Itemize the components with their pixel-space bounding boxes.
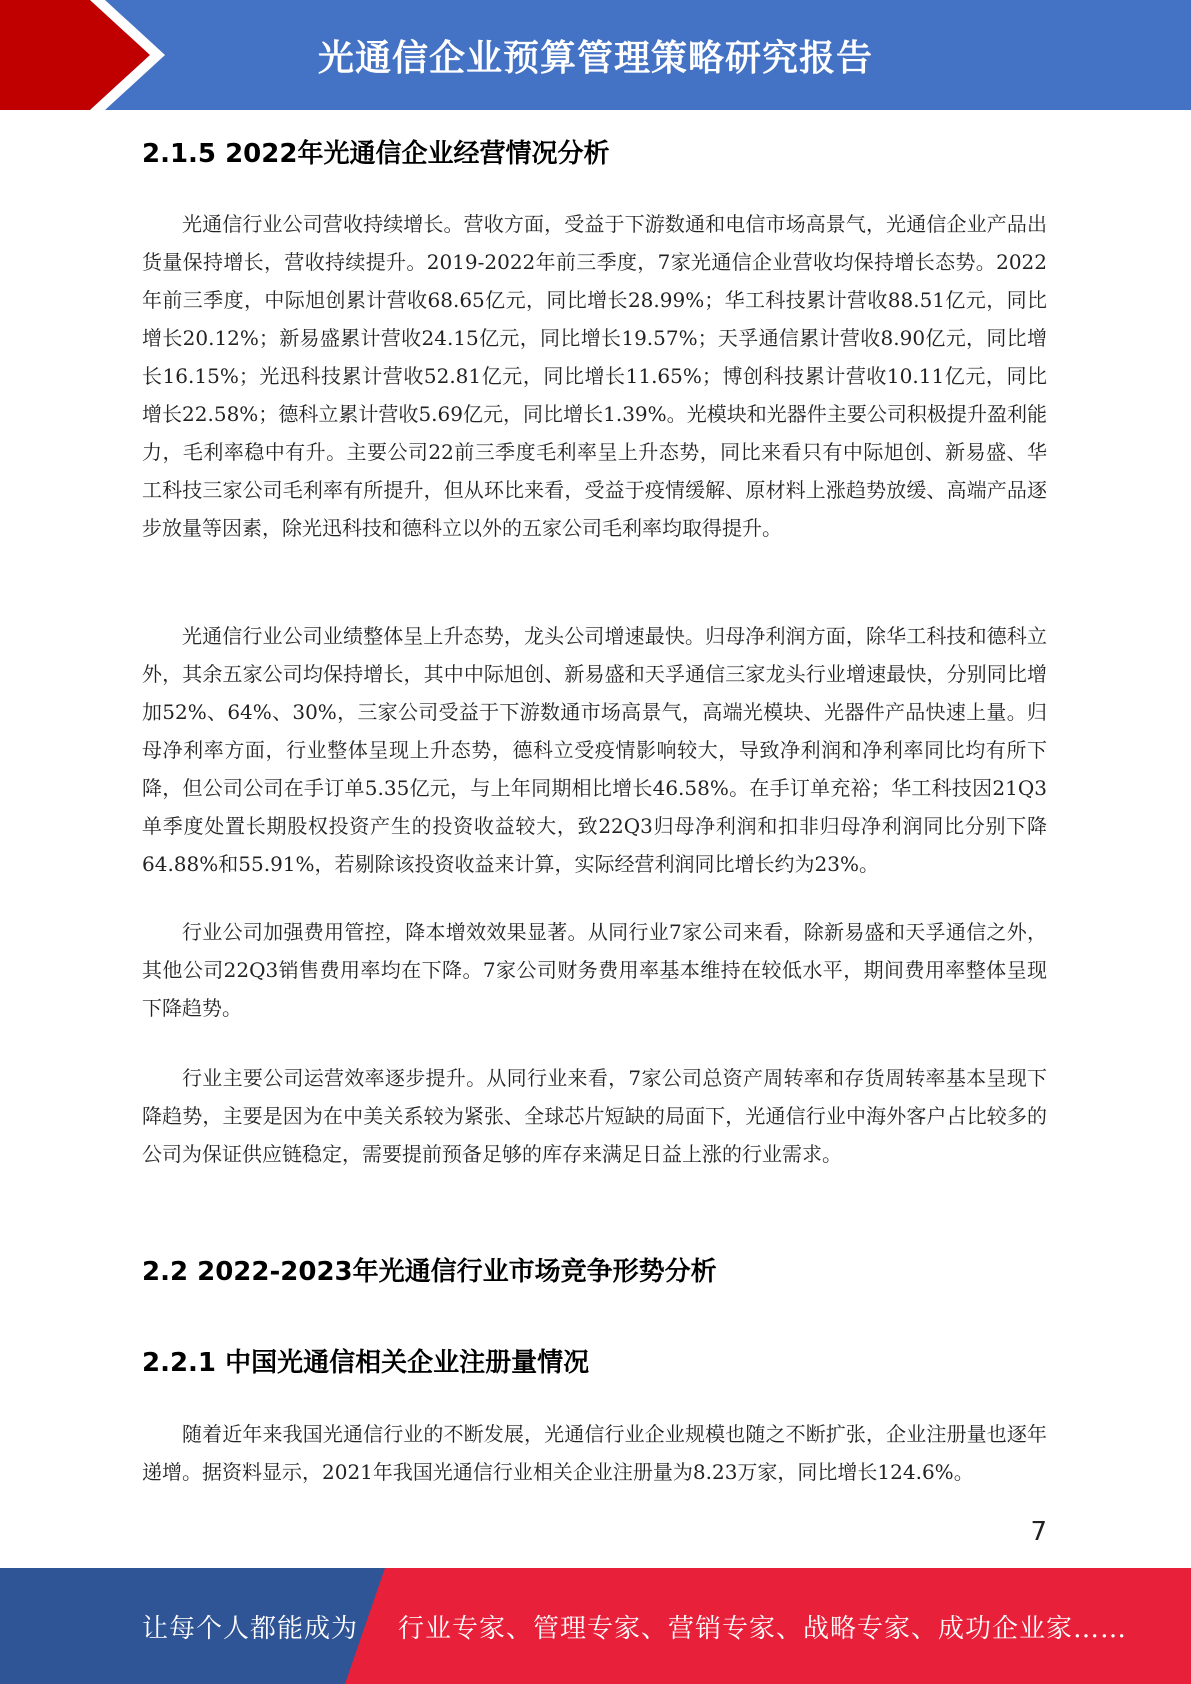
footer-slogan-right: 行业专家、管理专家、营销专家、战略专家、成功企业家…… xyxy=(398,1613,1128,1644)
section-heading-2-2-1: 2.2.1 中国光通信相关企业注册量情况 xyxy=(142,1348,590,1378)
page-number: 7 xyxy=(1030,1517,1047,1547)
paragraph-expenses: 行业公司加强费用管控，降本增效效果显著。从同行业7家公司来看，除新易盛和天孚通信之外，其他公司22Q3销售费用率均在下降。7家公司财务费用率基本维持在较低水平，期间费用率整体呈现下降趋势。 xyxy=(142,920,1047,1020)
report-title: 光通信企业预算管理策略研究报告 xyxy=(317,37,873,79)
page-header xyxy=(0,0,1191,110)
page-footer xyxy=(0,1568,1191,1684)
paragraph-registrations: 随着近年来我国光通信行业的不断发展，光通信行业企业规模也随之不断扩张，企业注册量也逐年递增。据资料显示，2021年我国光通信行业相关企业注册量为8.23万家，同比增长124.6%。 xyxy=(142,1422,1047,1484)
section-heading-2-2: 2.2 2022-2023年光通信行业市场竞争形势分析 xyxy=(142,1257,717,1287)
paragraph-revenue: 光通信行业公司营收持续增长。营收方面，受益于下游数通和电信市场高景气，光通信企业产品出货量保持增长，营收持续提升。2019-2022年前三季度，7家光通信企业营收均保持增长态势。2022年前三季度，中际旭创累计营收68.65亿元，同比增长28.99%；华工科技累计营收88.51亿元，同比增长20.12%；新易盛累计营收24.15亿元，同比增长19.57%；天孚通信累计营收8.90亿元，同比增长16.15%；光迅科技累计营收52.81亿元，同比增长11.65%；博创科技累计营收10.11亿元，同比增长22.58%；德科立累计营收5.69亿元，同比增长1.39%。光模块和光器件主要公司积极提升盈利能力，毛利率稳中有升。主要公司22前三季度毛利率呈上升态势，同比来看只有中际旭创、新易盛、华工科技三家公司毛利率有所提升，但从环比来看，受益于疫情缓解、原材料上涨趋势放缓、高端产品逐步放量等因素，除光迅科技和德科立以外的五家公司毛利率均取得提升。 xyxy=(142,212,1047,540)
paragraph-profit: 光通信行业公司业绩整体呈上升态势，龙头公司增速最快。归母净利润方面，除华工科技和德科立外，其余五家公司均保持增长，其中中际旭创、新易盛和天孚通信三家龙头行业增速最快，分别同比增加52%、64%、30%，三家公司受益于下游数通市场高景气，高端光模块、光器件产品快速上量。归母净利率方面，行业整体呈现上升态势，德科立受疫情影响较大，导致净利润和净利率同比均有所下降，但公司公司在手订单5.35亿元，与上年同期相比增长46.58%。在手订单充裕；华工科技因21Q3单季度处置长期股权投资产生的投资收益较大，致22Q3归母净利润和扣非归母净利润同比分别下降64.88%和55.91%，若剔除该投资收益来计算，实际经营利润同比增长约为23%。 xyxy=(142,624,1047,876)
paragraph-efficiency: 行业主要公司运营效率逐步提升。从同行业来看，7家公司总资产周转率和存货周转率基本呈现下降趋势，主要是因为在中美关系较为紧张、全球芯片短缺的局面下，光通信行业中海外客户占比较多的公司为保证供应链稳定，需要提前预备足够的库存来满足日益上涨的行业需求。 xyxy=(142,1066,1047,1166)
footer-slogan-left: 让每个人都能成为 xyxy=(142,1613,359,1644)
section-heading-2-1-5: 2.1.5 2022年光通信企业经营情况分析 xyxy=(142,139,610,169)
